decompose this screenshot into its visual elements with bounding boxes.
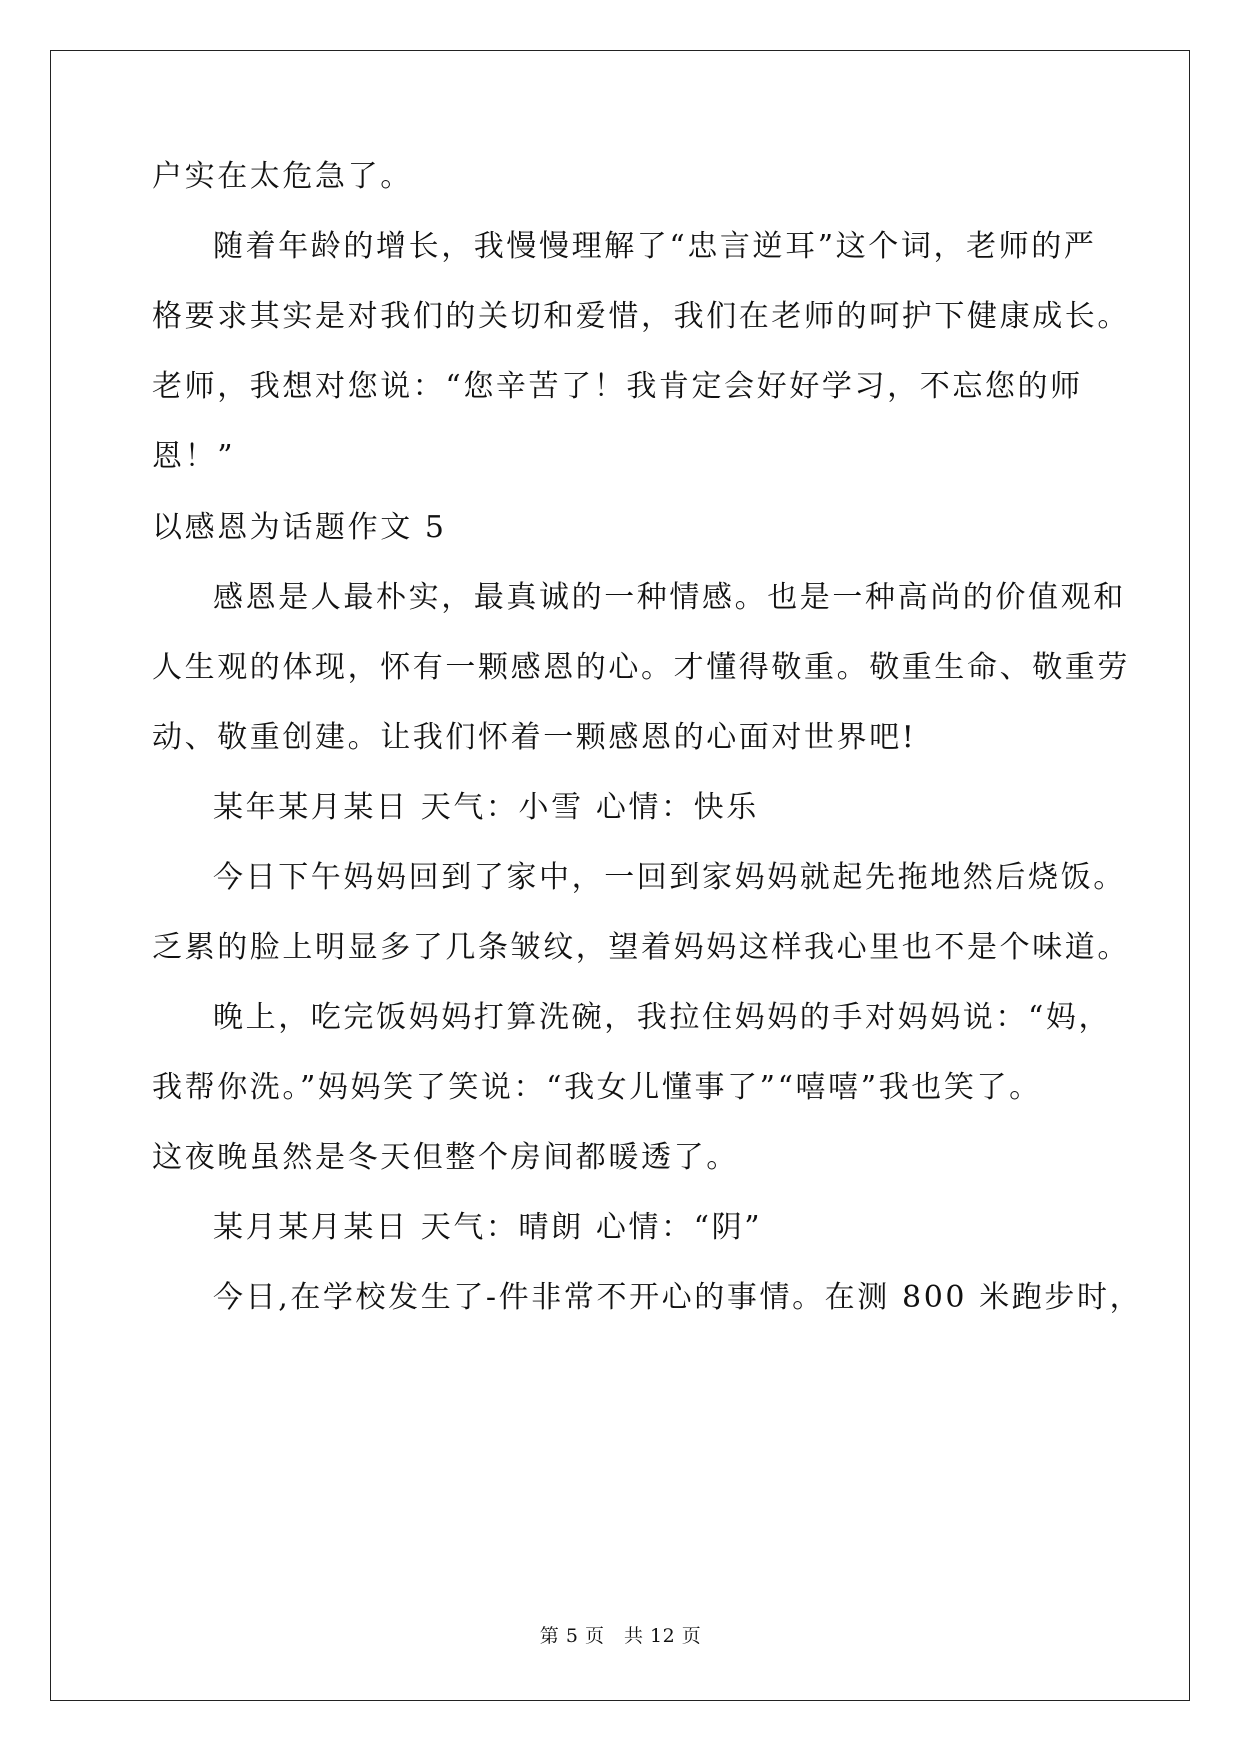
text-line-12: 乏累的脸上明显多了几条皱纹，望着妈妈这样我心里也不是个味道。	[152, 930, 1130, 965]
text-line-5: 恩！”	[152, 439, 236, 474]
text-line-2: 随着年龄的增长，我慢慢理解了“忠言逆耳”这个词，老师的严	[213, 229, 1097, 264]
text-line-17: 今日,在学校发生了-件非常不开心的事情。在测 800 米跑步时，	[213, 1280, 1143, 1315]
text-line-14: 我帮你洗。”妈妈笑了笑说：“我女儿懂事了”“嘻嘻”我也笑了。	[152, 1070, 1042, 1105]
text-line-8: 人生观的体现，怀有一颗感恩的心。才懂得敬重。敬重生命、敬重劳	[152, 650, 1130, 685]
text-line-3: 格要求其实是对我们的关切和爱惜，我们在老师的呵护下健康成长。	[152, 299, 1130, 334]
text-line-9: 动、敬重创建。让我们怀着一颗感恩的心面对世界吧!	[152, 720, 917, 755]
text-line-11: 今日下午妈妈回到了家中，一回到家妈妈就起先拖地然后烧饭。	[213, 860, 1126, 895]
page-number-footer: 第 5 页 共 12 页	[539, 1625, 702, 1647]
diary-header-2: 某月某月某日 天气：晴朗 心情：“阴”	[213, 1210, 763, 1245]
text-line-15: 这夜晚虽然是冬天但整个房间都暖透了。	[152, 1140, 739, 1175]
section-heading: 以感恩为话题作文 5	[152, 510, 447, 545]
text-line-7: 感恩是人最朴实，最真诚的一种情感。也是一种高尚的价值观和	[213, 580, 1126, 615]
text-line-1: 户实在太危急了。	[152, 159, 413, 194]
diary-header-1: 某年某月某日 天气：小雪 心情：快乐	[213, 790, 759, 825]
text-line-4: 老师，我想对您说：“您辛苦了！我肯定会好好学习，不忘您的师	[152, 369, 1083, 404]
text-line-13: 晚上，吃完饭妈妈打算洗碗，我拉住妈妈的手对妈妈说：“妈，	[213, 1000, 1112, 1035]
